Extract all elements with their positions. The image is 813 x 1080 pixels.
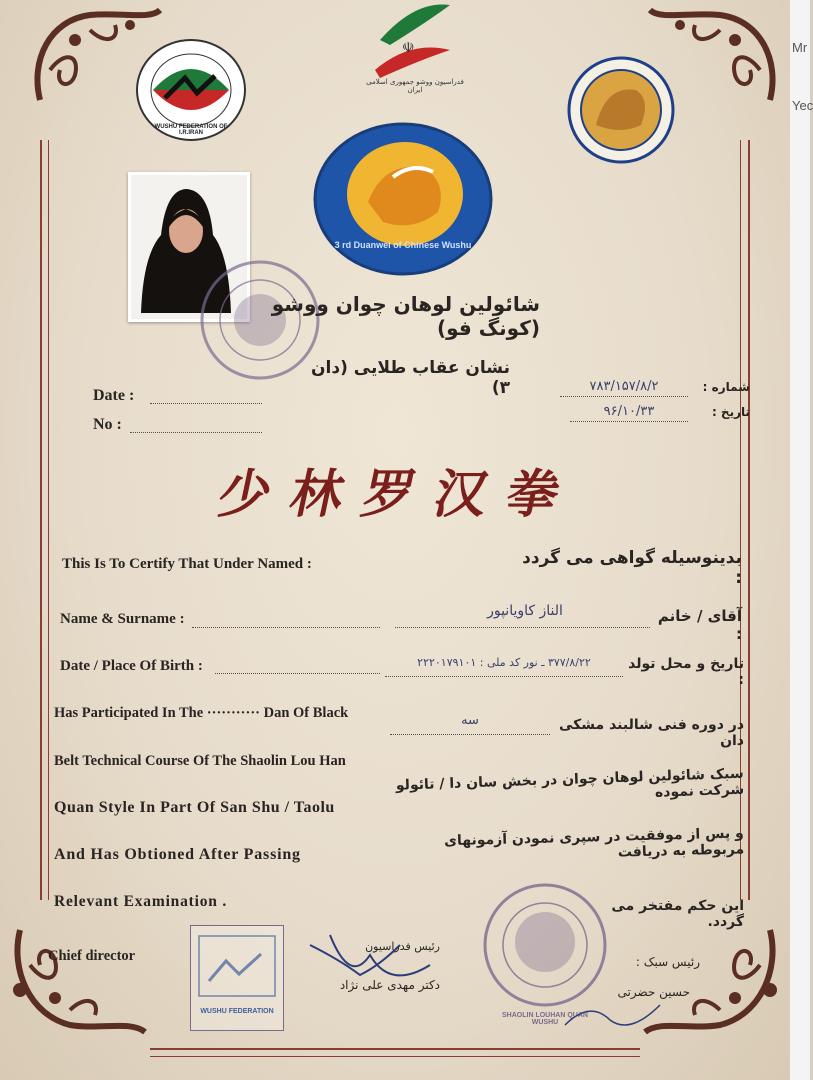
federation-stamp: [190, 925, 284, 1031]
number-label: شماره :: [702, 380, 750, 394]
duanwei-caption: 3 rd Duanwei of Chinese Wushu: [334, 240, 472, 250]
duanwei-medallion: [313, 122, 493, 277]
date-label: Date :: [93, 387, 135, 404]
number-line: [560, 395, 688, 397]
no-label: No :: [93, 416, 122, 433]
border-left-inner: [48, 140, 49, 900]
svg-text:☫: ☫: [402, 40, 415, 56]
border-bottom: [150, 1048, 640, 1050]
body-en-line: Belt Technical Course Of The Shaolin Lou Han: [54, 753, 346, 769]
name-label-fa: آقای / خانم :: [657, 607, 742, 643]
date-line-fa: [570, 420, 688, 422]
federation-head-title: رئیس فدراسیون: [365, 940, 440, 953]
background-page-edge: [790, 0, 813, 1080]
style-head-name: حسین حضرتی: [617, 985, 690, 999]
title-sub: نشان عقاب طلایی (دان ۳): [311, 358, 510, 398]
number-value: ۷۸۳/۱۵۷/۸/۲: [589, 379, 659, 394]
body-en-line: Has Participated In The ··········· Dan Of Black: [54, 705, 349, 721]
name-label-en: Name & Surname :: [60, 611, 185, 627]
title-main: شائولین لوهان چوان ووشو (کونگ فو): [271, 292, 540, 340]
no-line: [130, 431, 262, 433]
background-text: Yec: [792, 98, 813, 113]
birth-line-en: [215, 672, 380, 674]
background-text: Mr: [792, 40, 808, 55]
border-bottom-inner: [150, 1056, 640, 1057]
chinese-title-text: 少林罗汉拳: [212, 465, 586, 525]
body-fa-line: و پس از موفقیت در سپری نمودن آزمونهای مربوطه به دریافت: [443, 825, 745, 861]
certify-fa: بدینوسیله گواهی می گردد :: [522, 548, 742, 588]
body-en-line: And Has Obtioned After Passing: [54, 846, 301, 863]
body-fa-line: این حکم مفتخر می گردد.: [611, 898, 744, 930]
border-right-outer: [748, 140, 750, 900]
birth-line-fa: [385, 675, 623, 677]
federation-flag-caption: فدراسیون ووشو جمهوری اسلامی ایران: [366, 78, 464, 94]
federation-logo-left: [135, 38, 247, 142]
body-fa-line: سبک شائولین لوهان چوان در بخش سان دا / تائولو شرکت نموده: [395, 765, 745, 801]
border-left-outer: [40, 140, 42, 900]
body-fa-line: در دوره فنی شالبند مشکی دان: [558, 717, 744, 749]
federation-head-name: دکتر مهدی علی نژاد: [339, 978, 440, 992]
body-en: [54, 700, 384, 936]
birth-label-fa: تاریخ و محل تولد :: [628, 656, 744, 688]
shaolin-stamp-text: SHAOLIN LOUHAN QUAN WUSHU: [502, 1012, 588, 1026]
chinese-title: [170, 452, 630, 525]
style-head-signature: [560, 990, 670, 1040]
federation-stamp-text: WUSHU FEDERATION: [200, 1008, 274, 1015]
date-line: [150, 402, 262, 404]
federation-flag-logo: [360, 0, 470, 95]
body-en-line: Quan Style In Part Of San Shu / Taolu: [54, 799, 335, 816]
birth-value: ۳۷۷/۸/۲۲ ـ نور کد ملی : ۲۲۲۰۱۷۹۱۰۱: [417, 656, 591, 669]
style-head-title: رئیس سبک :: [635, 955, 700, 969]
body-en-line: Relevant Examination .: [54, 893, 228, 910]
date-label-fa: تاریخ :: [711, 405, 750, 419]
dan-line: [390, 733, 550, 735]
birth-label-en: Date / Place Of Birth :: [60, 658, 203, 674]
name-value: الناز کاویانپور: [487, 603, 563, 619]
shaolin-logo-right: [566, 55, 676, 165]
chief-director-label: Chief director: [48, 948, 136, 964]
date-value-fa: ۹۶/۱۰/۳۳: [603, 404, 655, 419]
federation-logo-text: WUSHU FEDERATION OF I.R.IRAN: [154, 124, 228, 136]
name-line-en: [192, 626, 380, 628]
certify-en: This Is To Certify That Under Named :: [62, 556, 312, 572]
corner-ornament-bottom-left: [0, 920, 150, 1040]
dan-value: سه: [461, 713, 479, 728]
name-line-fa: [395, 626, 650, 628]
